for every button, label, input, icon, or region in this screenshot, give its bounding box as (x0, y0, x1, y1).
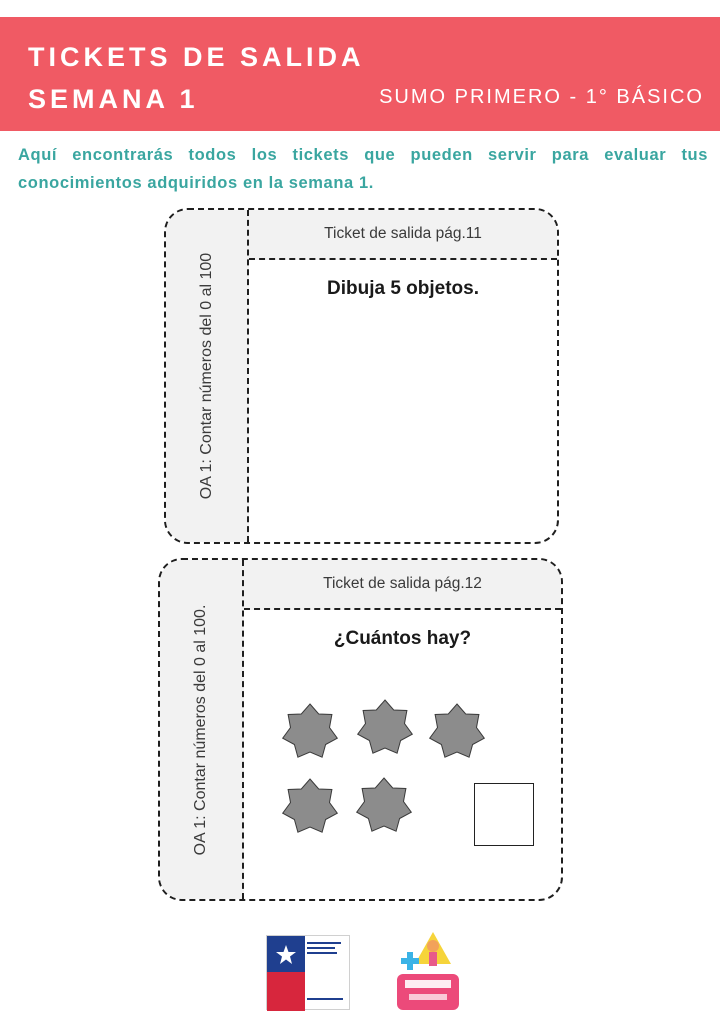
exit-ticket-2 (158, 558, 563, 901)
answer-box[interactable] (474, 783, 534, 846)
ticket-header: Ticket de salida pág.12 (244, 560, 561, 610)
star-icon (283, 779, 338, 832)
star-icon (358, 700, 413, 753)
sumo-primero-logo (393, 930, 463, 1012)
ticket-side-panel (166, 210, 249, 542)
star-icon (430, 704, 485, 757)
ticket-question: Dibuja 5 objetos. (326, 278, 480, 299)
star-icon (357, 778, 412, 831)
star-icon (283, 704, 338, 757)
ticket-question: ¿Cuántos hay? (333, 628, 472, 649)
ministry-logo (266, 935, 350, 1010)
page-title-line1: TICKETS DE SALIDA (28, 42, 365, 72)
ticket-header: Ticket de salida pág.11 (249, 210, 557, 260)
ticket-objective-label: OA 1: Contar números del 0 al 100 (197, 252, 215, 500)
intro-text: Aquí encontrarás todos los tickets que pueden servir para evaluar tus conocimientos adquiridos en la semana 1. (18, 146, 708, 192)
course-subtitle: SUMO PRIMERO - 1° BÁSICO (379, 86, 704, 108)
ministry-logo-icon (267, 936, 351, 1011)
page-title-line2: SEMANA 1 (28, 84, 199, 114)
star-group (160, 560, 563, 901)
exit-ticket-1 (164, 208, 559, 544)
header-banner (0, 17, 720, 131)
ticket-objective-label: OA 1: Contar números del 0 al 100. (192, 604, 209, 855)
